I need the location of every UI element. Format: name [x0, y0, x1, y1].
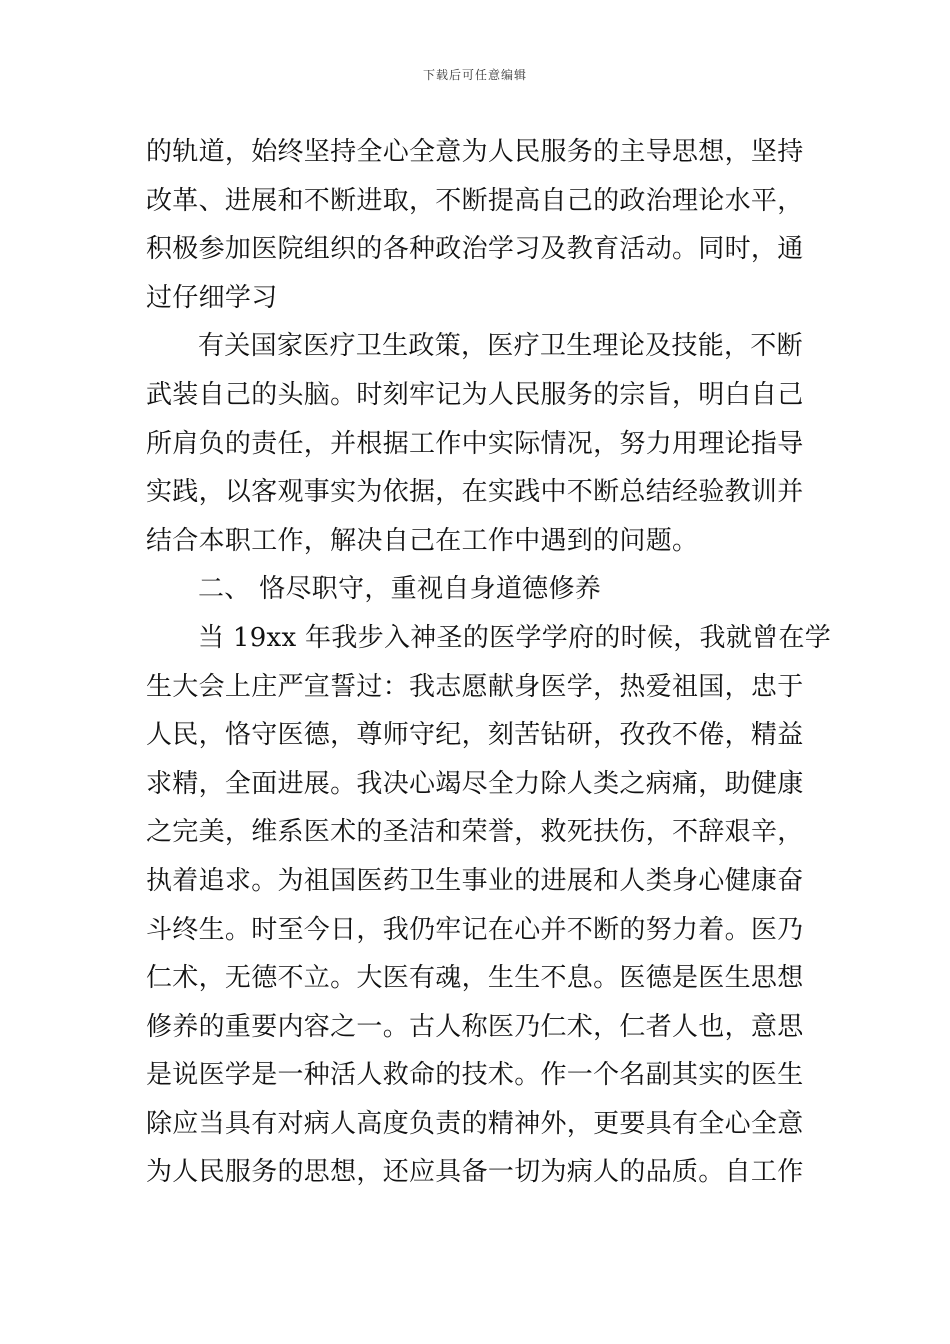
text-line: 有关国家医疗卫生政策，医疗卫生理论及技能，不断 [198, 331, 803, 362]
text-line: 是说医学是一种活人救命的技术。作一个名副其实的医生 [146, 1060, 804, 1091]
text-line: 二、 恪尽职守，重视自身道德修养 [198, 574, 602, 605]
text-line: 为人民服务的思想，还应具备一切为病人的品质。自工作 [146, 1157, 804, 1188]
text-line: 过仔细学习 [146, 282, 278, 313]
text-line: 结合本职工作，解决自己在工作中遇到的问题。 [146, 525, 699, 556]
text-line: 之完美，维系医术的圣洁和荣誉，救死扶伤，不辞艰辛， [146, 817, 804, 848]
text-line: 当 19xx 年我步入神圣的医学学府的时候，我就曾在学 [198, 622, 832, 653]
text-line: 的轨道，始终坚持全心全意为人民服务的主导思想，坚持 [146, 137, 804, 167]
text-line: 人民，恪守医德，尊师守纪，刻苦钻研，孜孜不倦，精益 [146, 720, 804, 751]
text-line: 改革、进展和不断进取，不断提高自己的政治理论水平， [146, 185, 804, 216]
text-line: 仁术，无德不立。大医有魂，生生不息。医德是医生思想 [146, 963, 804, 994]
text-line: 所肩负的责任，并根据工作中实际情况，努力用理论指导 [146, 428, 804, 459]
header-note: 下载后可任意编辑 [422, 68, 527, 82]
text-line: 除应当具有对病人高度负责的精神外，更要具有全心全意 [146, 1108, 804, 1139]
text-line: 实践，以客观事实为依据，在实践中不断总结经验教训并 [146, 477, 804, 508]
text-line: 斗终生。时至今日，我仍牢记在心并不断的努力着。医乃 [146, 914, 804, 945]
text-line: 积极参加医院组织的各种政治学习及教育活动。同时，通 [146, 234, 804, 265]
text-line: 求精，全面进展。我决心竭尽全力除人类之病痛，助健康 [146, 768, 804, 799]
text-line: 修养的重要内容之一。古人称医乃仁术，仁者人也，意思 [146, 1011, 804, 1042]
text-line: 武装自己的头脑。时刻牢记为人民服务的宗旨，明白自己 [146, 379, 804, 410]
text-line: 生大会上庄严宣誓过：我志愿献身医学，热爱祖国，忠于 [146, 671, 804, 702]
document-body [146, 128, 832, 1197]
text-line: 执着追求。为祖国医药卫生事业的进展和人类身心健康奋 [146, 865, 804, 896]
